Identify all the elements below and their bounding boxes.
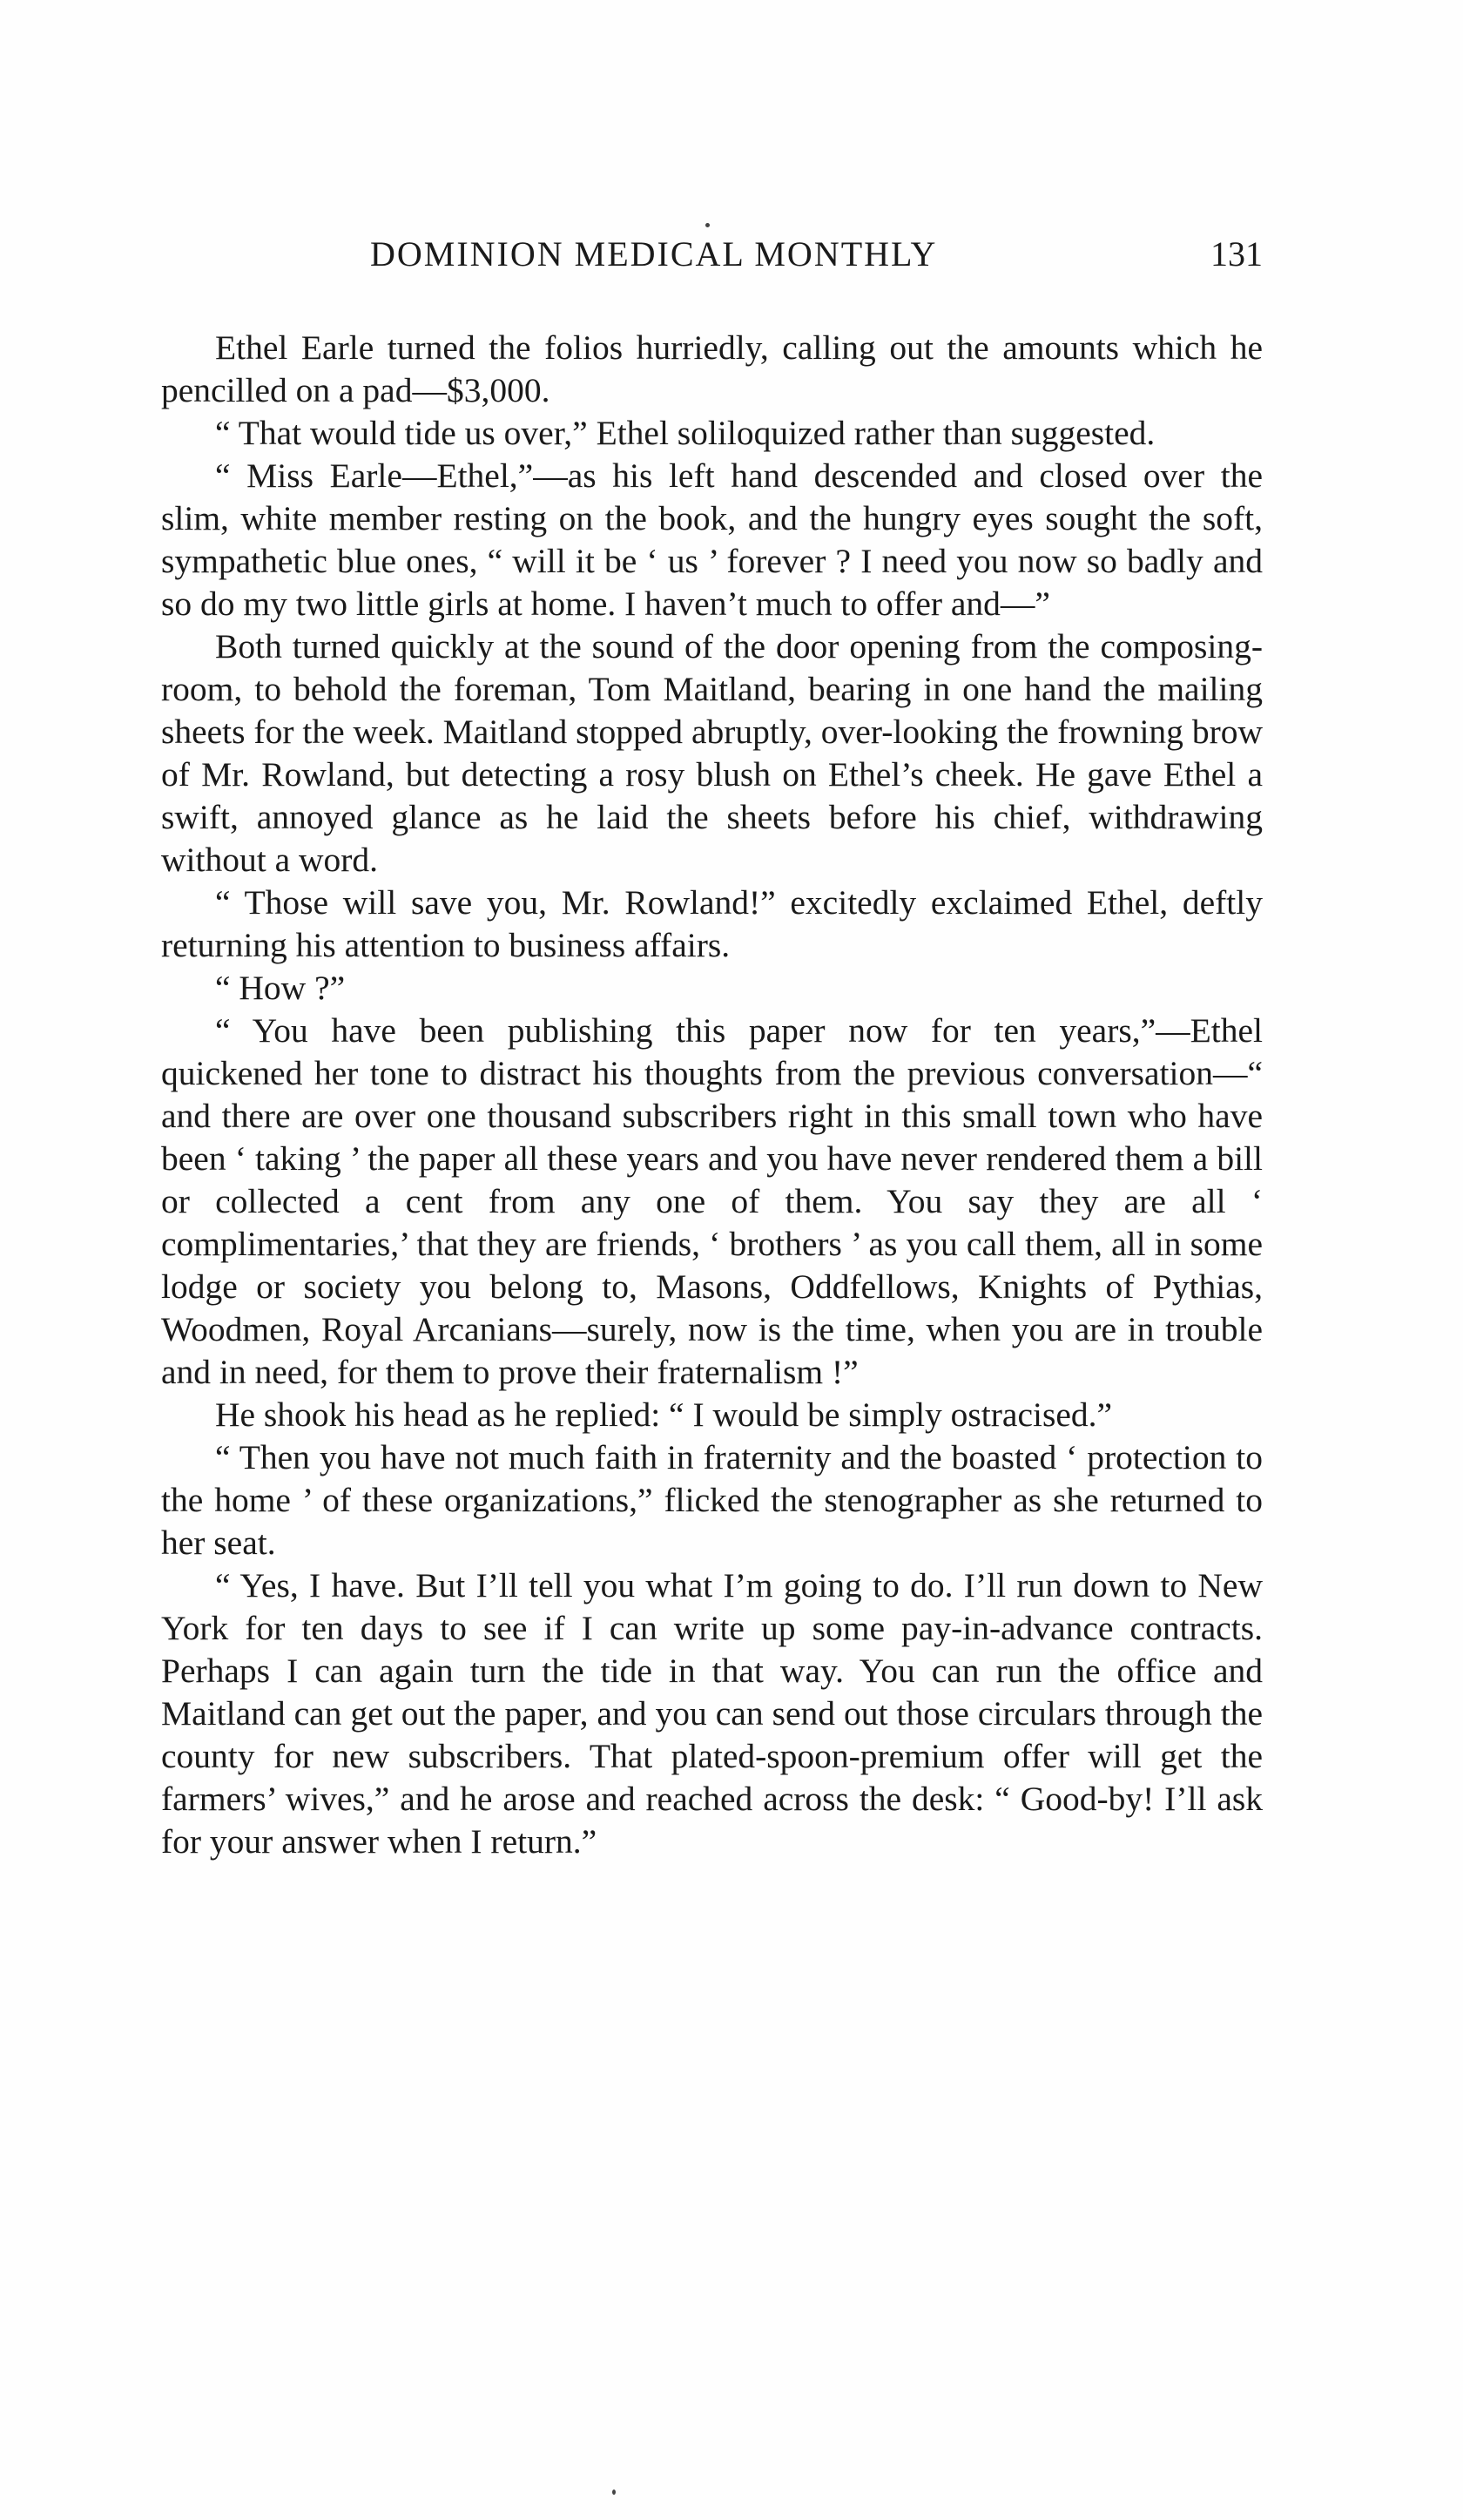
ink-speck [705, 223, 710, 227]
paragraph: Ethel Earle turned the folios hurriedly, calling out the amounts which he pencilled on a pad—$3,000. [161, 328, 1263, 409]
paragraph: Both turned quickly at the sound of the door opening from the composing-room, to behold the foreman, Tom Maitland, bearing in one hand the mailing sheets for the week. Maitland stopped abruptly, over-looking the frowning brow of Mr. Rowland, but detecting a rosy blush on Ethel’s cheek. He gave Ethel a swift, annoyed glance as he laid the sheets before his chief, withdrawing without a word. [161, 627, 1263, 879]
running-header [161, 233, 1263, 286]
journal-title: DOMINION MEDICAL MONTHLY [370, 234, 938, 274]
paragraph: “ Yes, I have. But I’ll tell you what I’m going to do. I’ll run down to New York for ten days to see if I can write up some pay-in-advance contracts. Perhaps I can again turn the tide in that way. You can run the office and Maitland can get out the paper, and you can send out those circulars through the county for new subscribers. That plated-spoon-premium offer will get the farmers’ wives,” and he arose and reached across the desk: “ Good-by! I’ll ask for your answer when I return.” [161, 1566, 1263, 1861]
paragraph: “ That would tide us over,” Ethel soliloquized rather than suggested. [215, 414, 1156, 452]
article-body [161, 327, 1263, 1863]
paragraph: “ Then you have not much faith in fraternity and the boasted ‘ protection to the home ’ of these organizations,” flicked the stenographer as she returned to her seat. [161, 1438, 1263, 1562]
paragraph: He shook his head as he replied: “ I would be simply ostracised.” [215, 1395, 1113, 1434]
paragraph: “ You have been publishing this paper now for ten years,”—Ethel quickened her tone to distract his thoughts from the previous conversation—“ and there are over one thousand subscribers right in this small town who have been ‘ taking ’ the paper all these years and you have never rendered them a bill or collected a cent from any one of them. You say they are all ‘ complimentaries,’ that they are friends, ‘ brothers ’ as you call them, all in some lodge or society you belong to, Masons, Oddfellows, Knights of Pythias, Woodmen, Royal Arcanians—surely, now is the time, when you are in trouble and in need, for them to prove their fraternalism !” [161, 1011, 1263, 1391]
paragraph: “ Those will save you, Mr. Rowland!” excitedly exclaimed Ethel, deftly returning his attention to business affairs. [161, 883, 1263, 964]
paragraph: “ Miss Earle—Ethel,”—as his left hand descended and closed over the slim, white member resting on the book, and the hungry eyes sought the soft, sympathetic blue ones, “ will it be ‘ us ’ forever ? I need you now so badly and so do my two little girls at home. I haven’t much to offer and—” [161, 456, 1263, 623]
paragraph: “ How ?” [215, 969, 346, 1007]
page-number: 131 [1210, 234, 1263, 274]
ink-speck [612, 2490, 616, 2495]
